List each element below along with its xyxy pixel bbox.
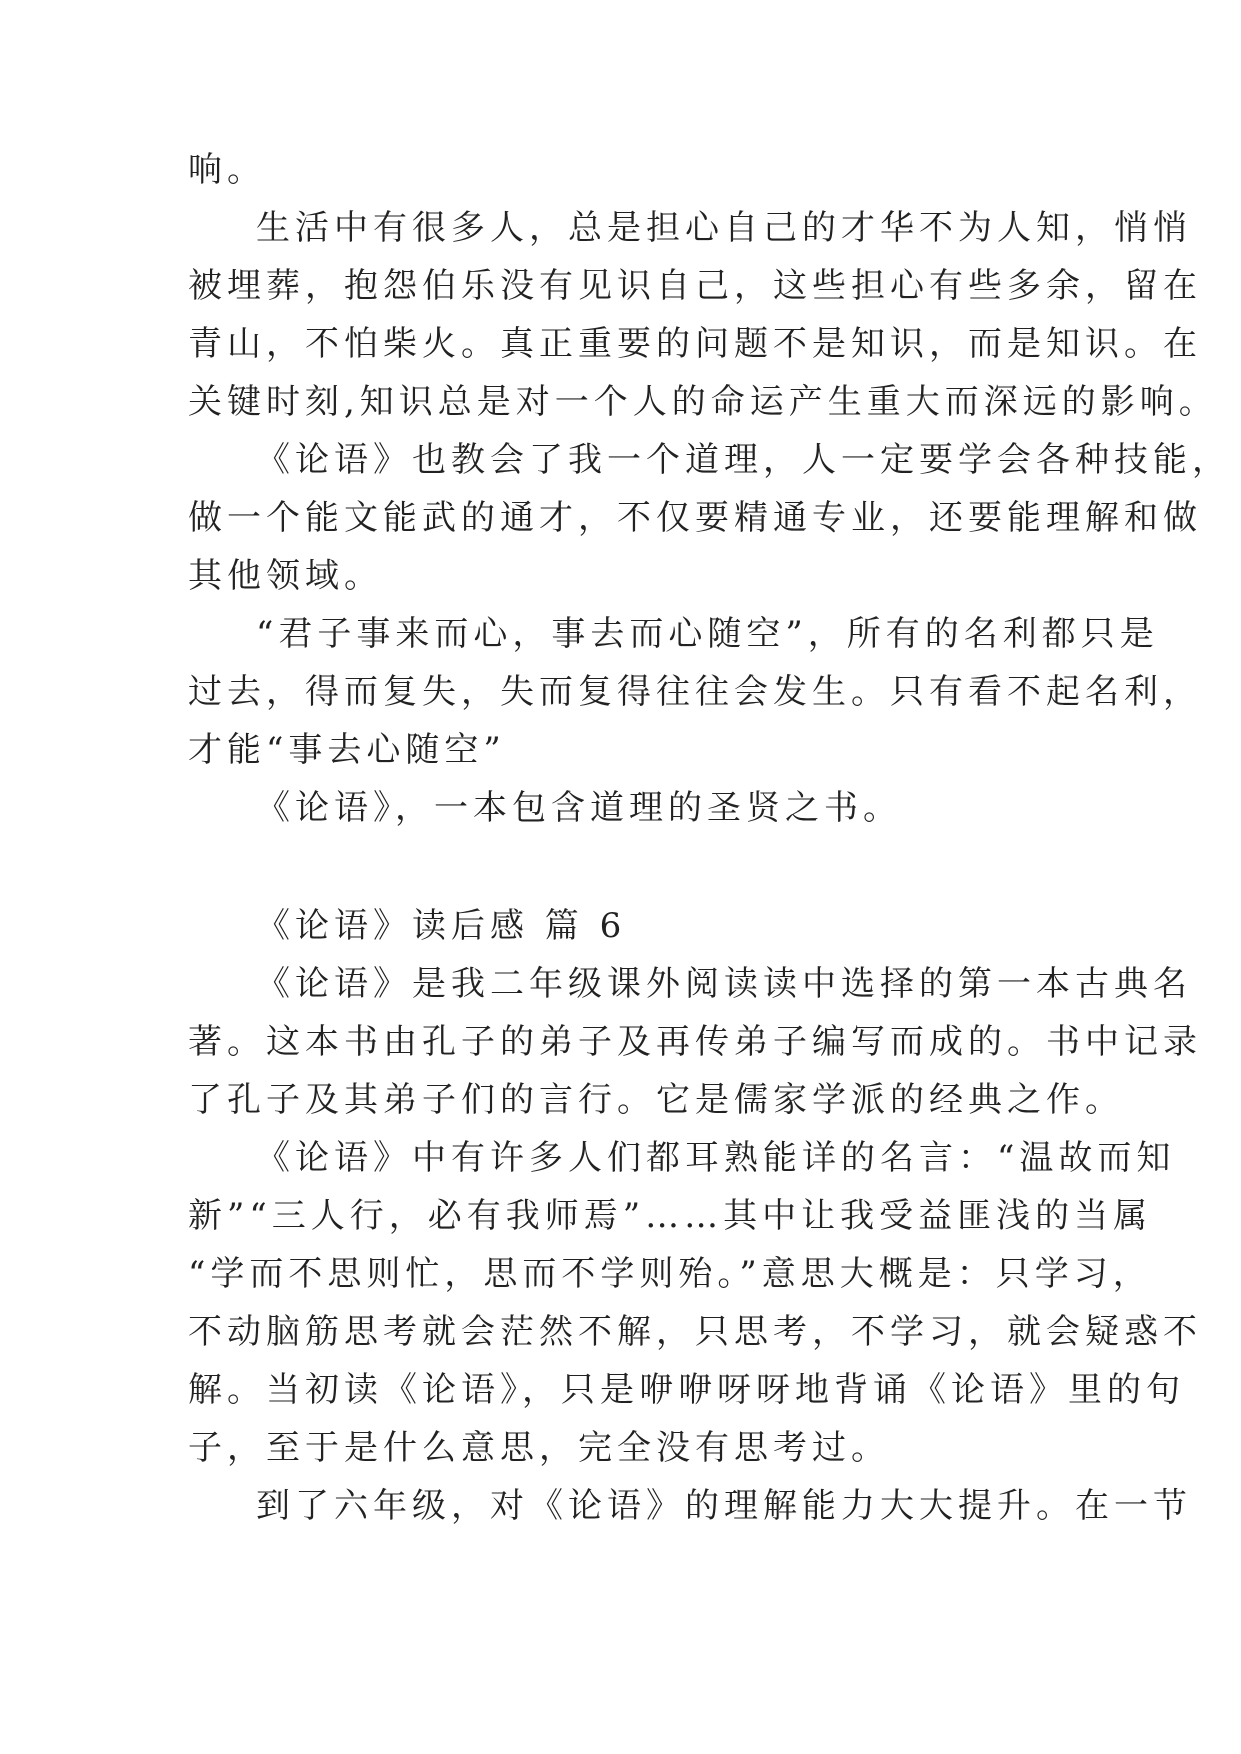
text-line: 《论语》是我二年级课外阅读读中选择的第一本古典名 xyxy=(256,964,1192,1004)
text-line: 响。 xyxy=(188,150,266,190)
text-line: 不动脑筋思考就会茫然不解，只思考，不学习，就会疑惑不 xyxy=(188,1312,1202,1352)
text-line: 关键时刻,知识总是对一个人的命运产生重大而深远的影响。 xyxy=(188,382,1218,422)
section-heading: 《论语》读后感 篇 6 xyxy=(256,906,627,946)
text-line: “学而不思则忙，思而不学则殆。”意思大概是：只学习， xyxy=(188,1254,1152,1294)
text-line: “君子事来而心，事去而心随空”，所有的名利都只是 xyxy=(256,614,1159,654)
text-line: 《论语》，一本包含道理的圣贤之书。 xyxy=(256,788,902,828)
text-line: 被埋葬，抱怨伯乐没有见识自己，这些担心有些多余，留在 xyxy=(188,266,1202,306)
text-line: 新”“三人行，必有我师焉”……其中让我受益匪浅的当属 xyxy=(188,1196,1153,1236)
text-line: 青山，不怕柴火。真正重要的问题不是知识，而是知识。在 xyxy=(188,324,1202,364)
text-line: 到了六年级，对《论语》的理解能力大大提升。在一节 xyxy=(256,1486,1192,1526)
text-line: 《论语》中有许多人们都耳熟能详的名言：“温故而知 xyxy=(256,1138,1176,1178)
text-line: 子，至于是什么意思，完全没有思考过。 xyxy=(188,1428,890,1468)
text-line: 其他领域。 xyxy=(188,556,383,596)
text-line: 做一个能文能武的通才，不仅要精通专业，还要能理解和做 xyxy=(188,498,1202,538)
text-line: 著。这本书由孔子的弟子及再传弟子编写而成的。书中记录 xyxy=(188,1022,1202,1062)
text-line: 解。当初读《论语》，只是咿咿呀呀地背诵《论语》里的句 xyxy=(188,1370,1185,1410)
text-line: 才能“事去心随空” xyxy=(188,730,506,770)
text-line: 生活中有很多人，总是担心自己的才华不为人知，悄悄 xyxy=(256,208,1192,248)
text-line: 过去，得而复失，失而复得往往会发生。只有看不起名利， xyxy=(188,672,1202,712)
text-line: 了孔子及其弟子们的言行。它是儒家学派的经典之作。 xyxy=(188,1080,1124,1120)
text-line: 《论语》也教会了我一个道理，人一定要学会各种技能， xyxy=(256,440,1231,480)
